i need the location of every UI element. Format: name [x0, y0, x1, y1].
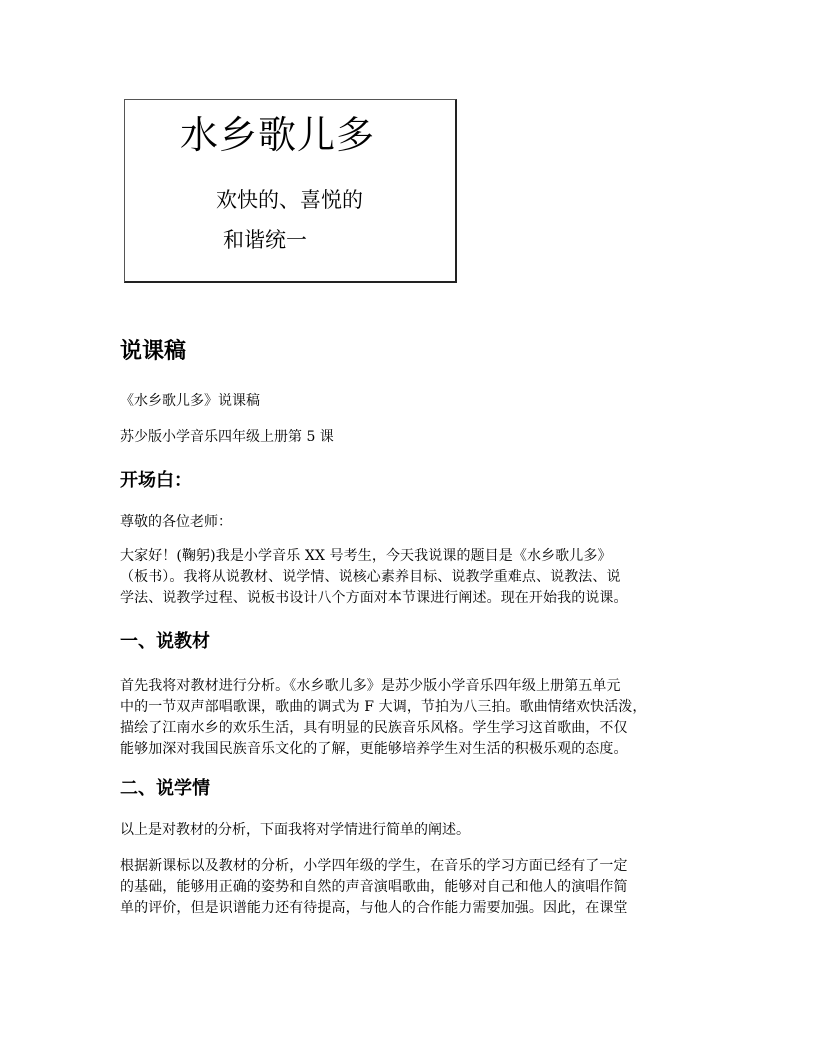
paragraph-line: 中的一节双声部唱歌课，歌曲的调式为 F 大调，节拍为八三拍。歌曲情绪欢快活泼，: [120, 699, 647, 715]
paragraph-line: 学法、说教学过程、说板书设计八个方面对本节课进行阐述。现在开始我的说课。: [120, 590, 628, 606]
section-heading-students: 二、说学情: [120, 778, 210, 799]
paragraph-line: 首先我将对教材进行分析。《水乡歌儿多》是苏少版小学音乐四年级上册第五单元: [120, 678, 621, 694]
paragraph-line: （板书）。我将从说教材、说学情、说核心素养目标、说教学重难点、说教法、说: [120, 569, 621, 585]
paragraph-line: 的基础，能够用正确的姿势和自然的声音演唱歌曲，能够对自己和他人的演唱作简: [120, 879, 628, 895]
paragraph-line: 描绘了江南水乡的欢乐生活，具有明显的民族音乐风格。学生学习这首歌曲，不仅: [120, 720, 628, 736]
opening-heading: 开场白：: [120, 470, 192, 491]
board-line-1: 欢快的、喜悦的: [216, 188, 363, 212]
students-paragraph: [120, 856, 700, 919]
document-heading: 说课稿: [120, 339, 187, 364]
blackboard-design-box: [124, 99, 457, 283]
intro-paragraph: [120, 546, 700, 609]
students-intro: 以上是对教材的分析，下面我将对学情进行简单的阐述。: [120, 822, 470, 838]
paragraph-line: 单的评价，但是识谱能力还有待提高，与他人的合作能力需要加强。因此，在课堂: [120, 900, 628, 916]
textbook-paragraph: [120, 676, 700, 760]
section-heading-textbook: 一、说教材: [120, 631, 210, 652]
board-title: 水乡歌儿多: [180, 113, 376, 157]
textbook-edition: 苏少版小学音乐四年级上册第 5 课: [120, 429, 334, 445]
greeting-text: 尊敬的各位老师：: [120, 514, 232, 530]
paragraph-line: 大家好！(鞠躬)我是小学音乐 XX 号考生，今天我说课的题目是《水乡歌儿多》: [120, 548, 612, 564]
paragraph-line: 能够加深对我国民族音乐文化的了解，更能够培养学生对生活的积极乐观的态度。: [120, 741, 628, 757]
paragraph-line: 根据新课标以及教材的分析，小学四年级的学生，在音乐的学习方面已经有了一定: [120, 858, 628, 874]
board-line-2: 和谐统一: [223, 228, 307, 252]
lesson-subtitle: 《水乡歌儿多》说课稿: [120, 393, 260, 409]
